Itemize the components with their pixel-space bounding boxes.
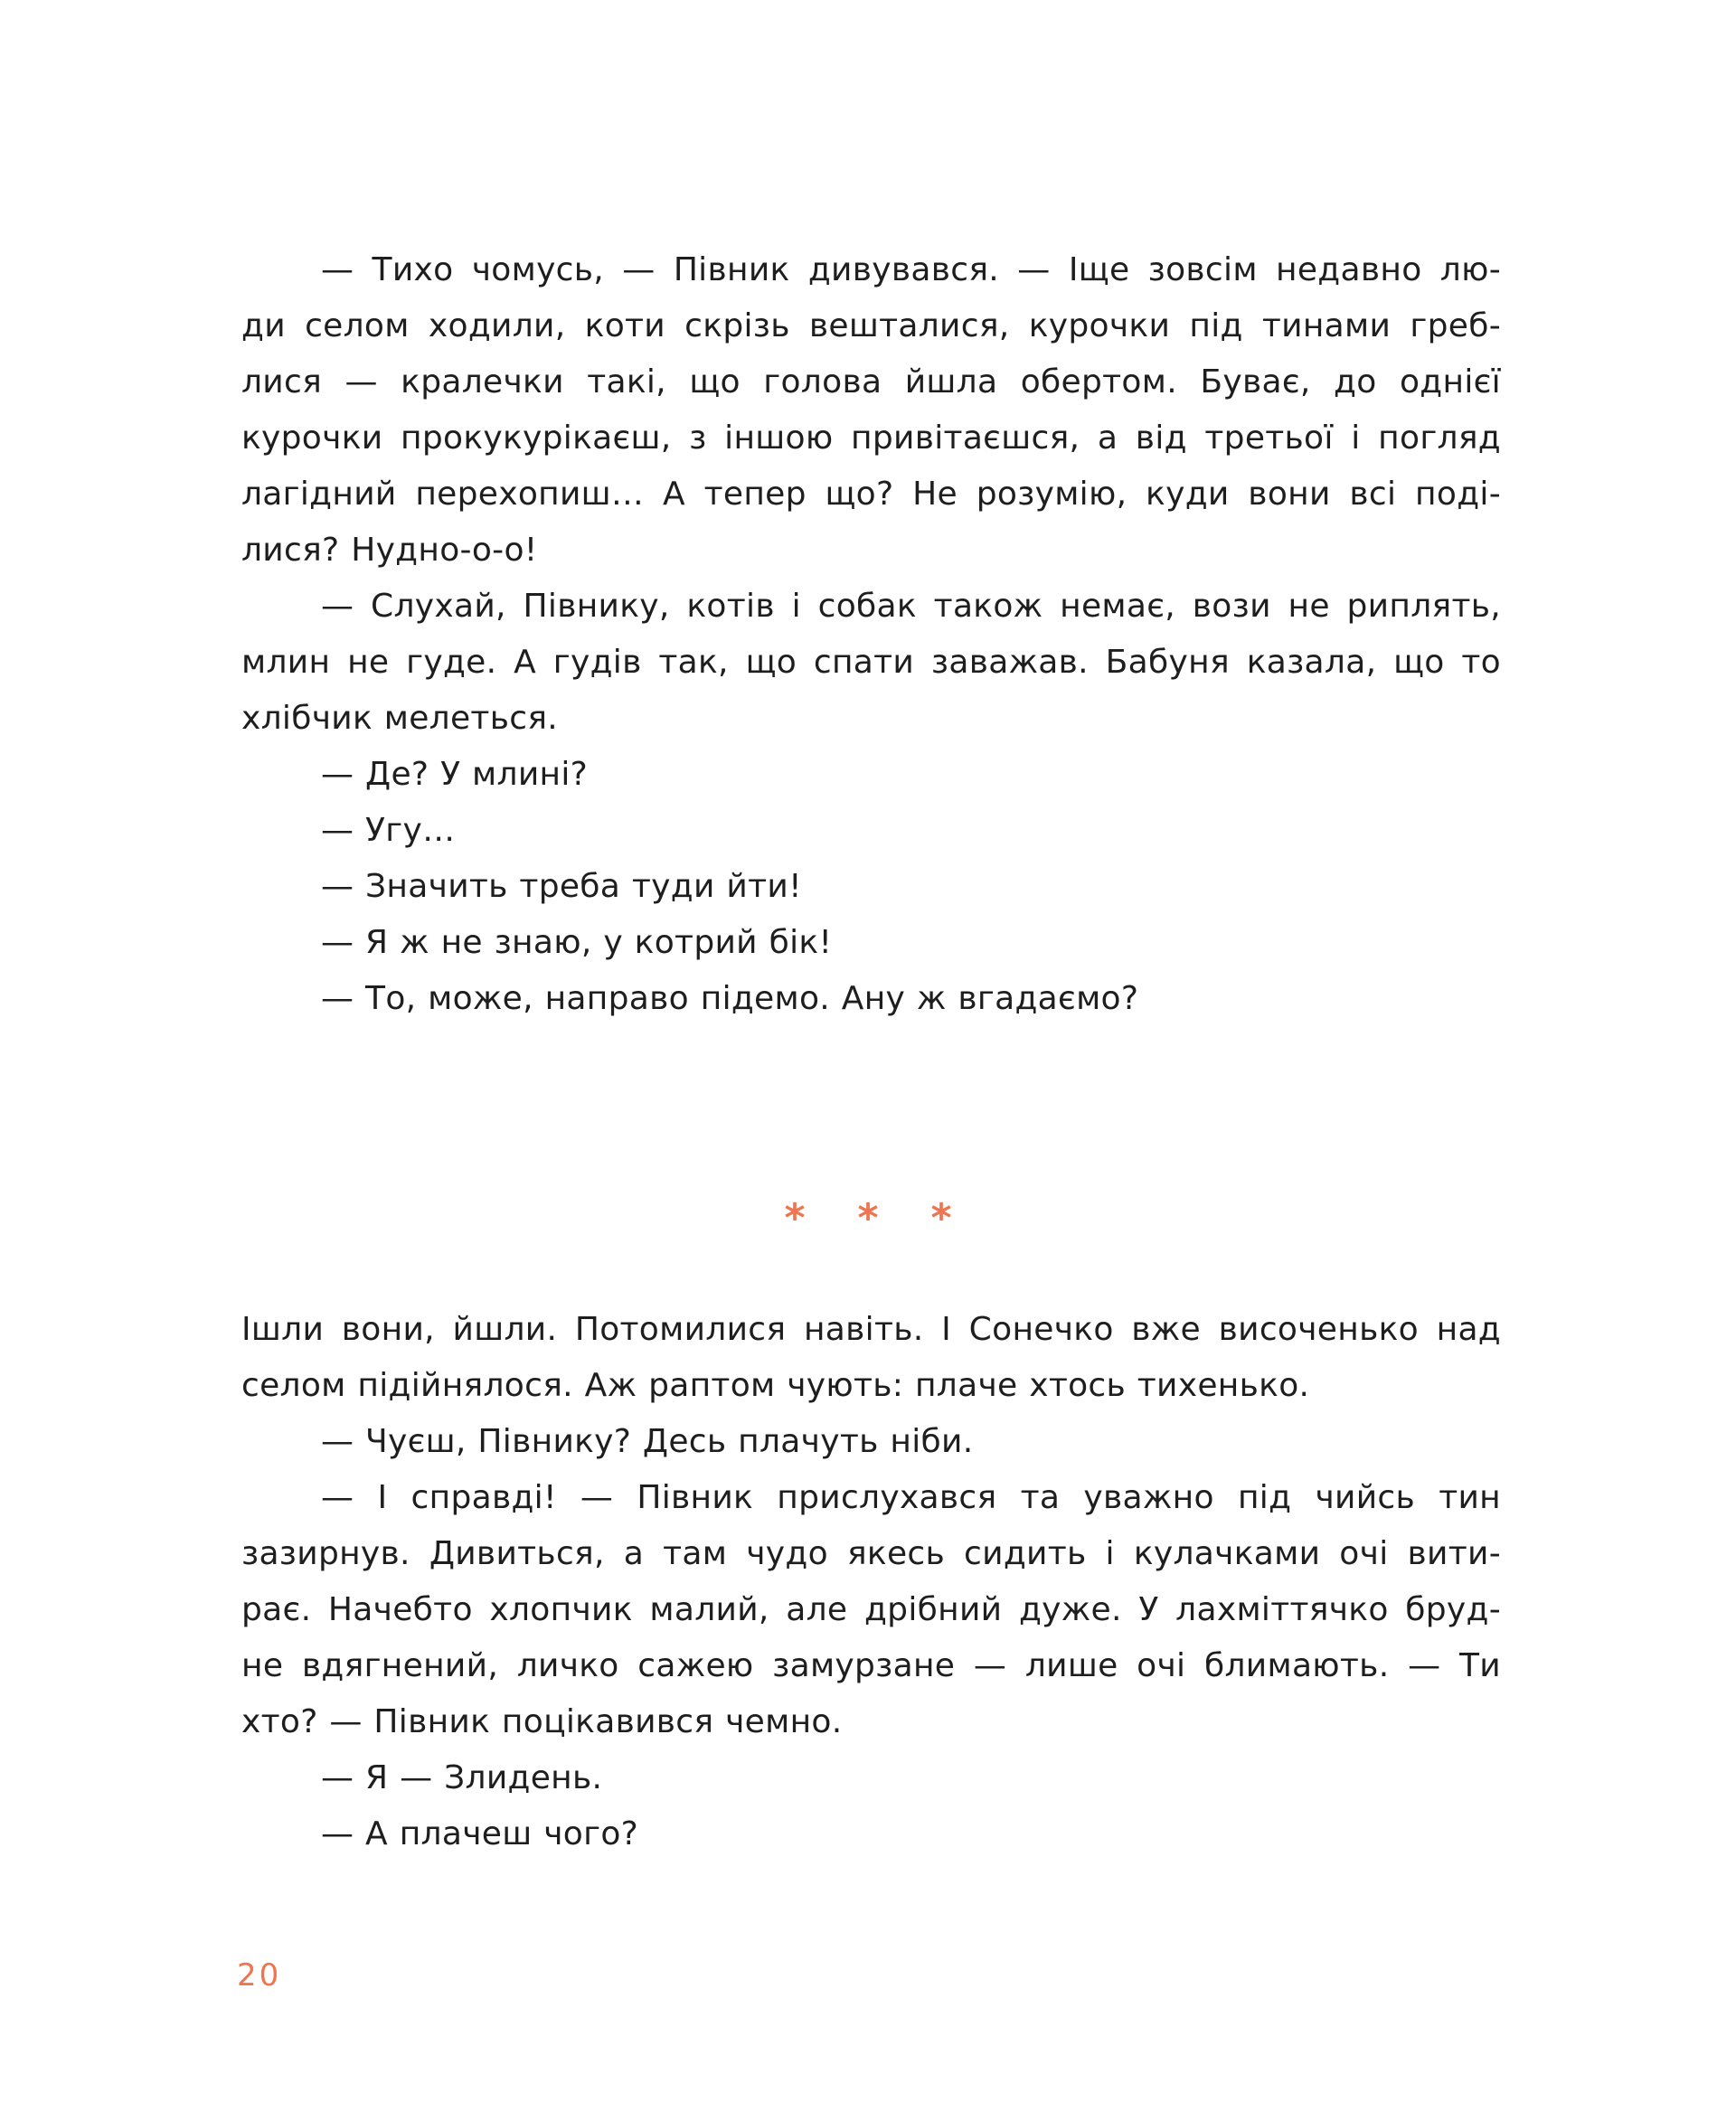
dialogue-line: — То, може, направо підемо. Ану ж вгадаємо? xyxy=(321,980,1139,1017)
text-line: лися? Нудно-о-о! xyxy=(241,532,538,569)
text-line: — Слухай, Півнику, котів і собак також немає, вози не риплять, xyxy=(321,588,1501,625)
dialogue-line: — А плачеш чого? xyxy=(321,1815,639,1852)
section-separator xyxy=(0,1192,1736,1246)
text-line: Ішли вони, йшли. Потомилися навіть. І Сонечко вже височенько над xyxy=(241,1311,1501,1348)
text-line: лися — кралечки такі, що голова йшла обертом. Буває, до однієї xyxy=(241,363,1501,401)
page-number: 20 xyxy=(237,1957,282,1994)
text-section-2 xyxy=(241,1302,1501,1862)
dialogue-line: — Угу… xyxy=(321,812,456,849)
text-line: селом підійнялося. Аж раптом чують: плаче хтось тихенько. xyxy=(241,1367,1310,1404)
text-line: не вдягнений, личко сажею замурзане — лише очі блимають. — Ти xyxy=(241,1647,1501,1684)
text-line: хто? — Півник поцікавився чемно. xyxy=(241,1703,843,1740)
text-line: хлібчик мелеться. xyxy=(241,700,559,737)
dialogue-line: — Чуєш, Півнику? Десь плачуть ніби. xyxy=(321,1423,974,1460)
text-line: курочки прокукурікаєш, з іншою привітаєшся, а від третьої і погляд xyxy=(241,419,1501,457)
text-line: — І справді! — Півник прислухався та уважно під чийсь тин xyxy=(321,1479,1501,1516)
dialogue-line: — Я — Злидень. xyxy=(321,1759,603,1796)
text-section-1 xyxy=(241,242,1501,1027)
text-line: лагідний перехопиш… А тепер що? Не розумію, куди вони всі поді- xyxy=(241,476,1501,513)
text-line: зазирнув. Дивиться, а там чудо якесь сидить і кулачками очі вити- xyxy=(241,1535,1501,1572)
text-line: ди селом ходили, коти скрізь вешталися, курочки під тинами греб- xyxy=(241,307,1501,344)
asterisk-icon: * xyxy=(857,1195,879,1241)
text-line: рає. Начебто хлопчик малий, але дрібний дуже. У лахміттячко бруд- xyxy=(241,1591,1501,1628)
asterisk-icon: * xyxy=(784,1195,806,1241)
dialogue-line: — Я ж не знаю, у котрий бік! xyxy=(321,924,833,961)
asterisk-icon: * xyxy=(930,1195,952,1241)
text-line: — Тихо чомусь, — Півник дивувався. — Іще зовсім недавно лю- xyxy=(321,251,1501,288)
dialogue-line: — Де? У млині? xyxy=(321,756,589,793)
text-line: млин не гуде. А гудів так, що спати заважав. Бабуня казала, що то xyxy=(241,644,1501,681)
dialogue-line: — Значить треба туди йти! xyxy=(321,868,802,905)
